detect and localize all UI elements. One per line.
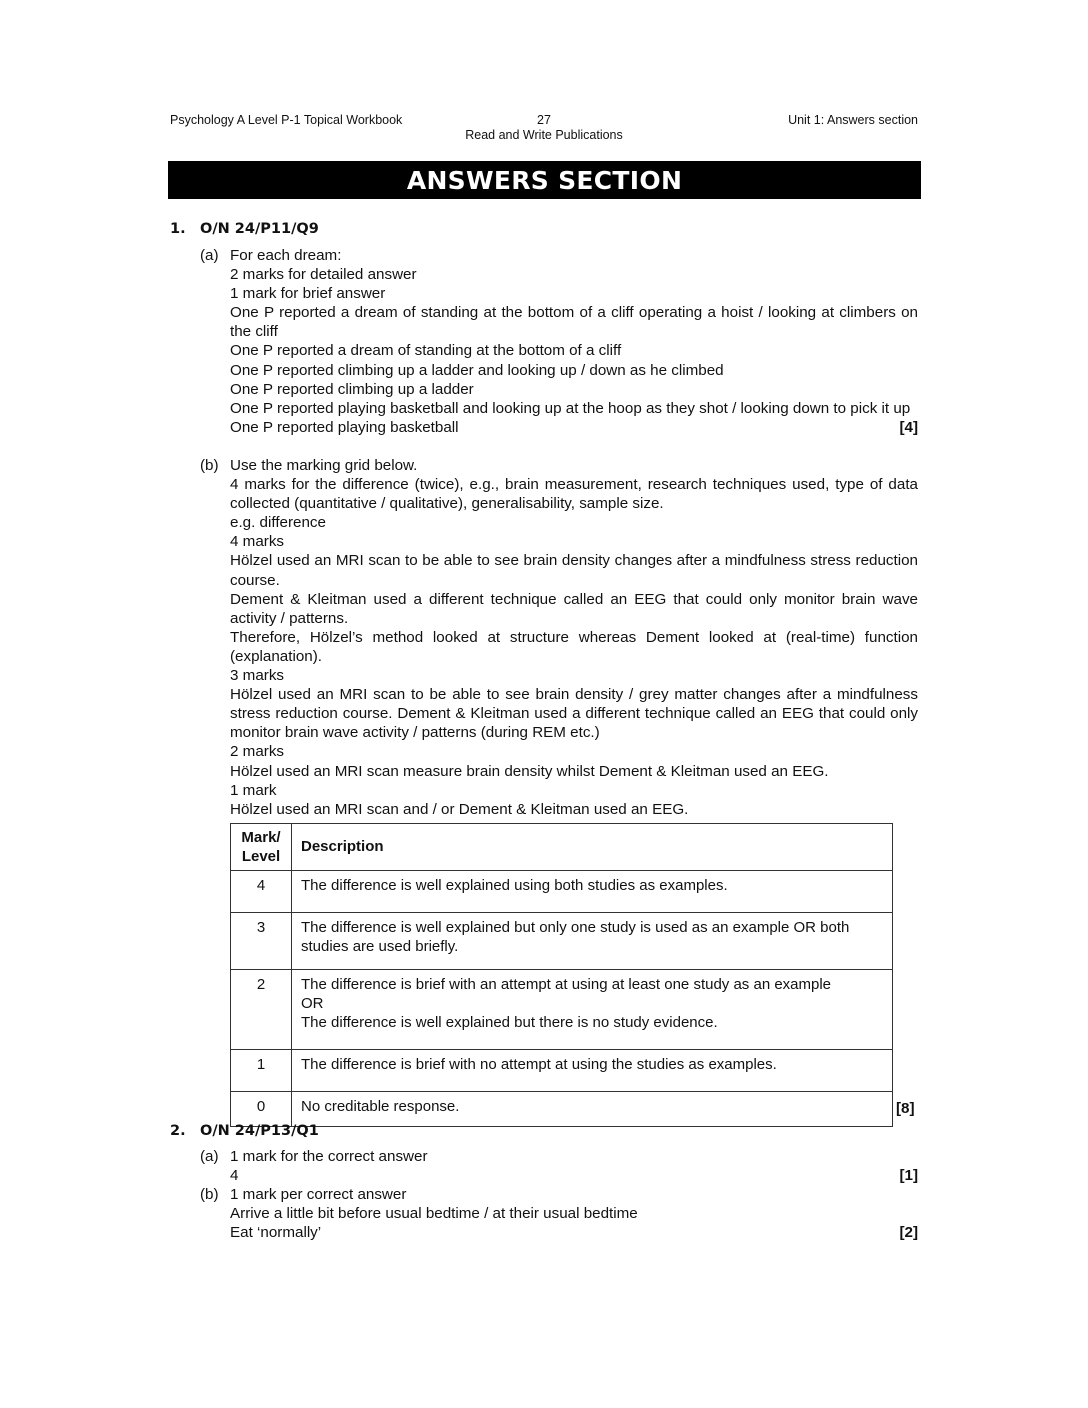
answer-line: Hölzel used an MRI scan and / or Dement & Kleitman used an EEG. (230, 800, 689, 818)
answer-line: Therefore, Hölzel’s method looked at structure whereas Dement looked at (real-time) function (explanation). (230, 628, 918, 665)
marking-grid (230, 823, 893, 1127)
answer-line: 4 marks (230, 533, 285, 551)
question-number: 2. (170, 1123, 186, 1139)
grid-row (231, 1050, 893, 1092)
part-label: (a) (200, 1148, 219, 1165)
grid-level: 1 (231, 1050, 292, 1092)
page-number: 27 (537, 113, 551, 127)
answer-line: 2 marks (230, 743, 285, 761)
answer-line: One P reported a dream of standing at the bottom of a cliff operating a hoist / looking at climbers on the cliff (230, 304, 918, 341)
grid-level: 4 (231, 871, 292, 913)
answer-line: One P reported playing basketball (230, 418, 459, 436)
grid-row (231, 1092, 893, 1127)
marks-badge: [4] (899, 418, 918, 436)
answer-line: 3 marks (230, 667, 285, 685)
grid-row (231, 871, 893, 913)
grid-description: The difference is well explained using both studies as examples. (301, 877, 728, 894)
grid-header-row (231, 824, 893, 871)
question-1-heading (170, 220, 319, 238)
answer-line: One P reported a dream of standing at the bottom of a cliff (230, 342, 622, 360)
grid-header-description: Description (292, 824, 893, 871)
grid-level: 3 (231, 913, 292, 970)
grid-row (231, 913, 893, 970)
answer-line: 4 marks for the difference (twice), e.g., brain measurement, research techniques used, type of data collected (quantitative / qualitative), generalisability, sample size. (230, 476, 918, 513)
section-title: ANSWERS SECTION (168, 161, 921, 199)
answer-line: 1 mark (230, 781, 277, 799)
answer-line: Eat ‘normally’ (230, 1224, 322, 1242)
header-unit: Unit 1: Answers section (788, 113, 918, 127)
marks-badge: [2] (899, 1224, 918, 1242)
answer-line: Hölzel used an MRI scan to be able to see brain density / grey matter changes after a mindfulness stress reduction course. Dement & Kleitman used a different technique called an EEG that could only monitor brain wave activity / patterns (during REM etc.) (230, 686, 918, 742)
answer-line: 1 mark per correct answer (230, 1186, 407, 1203)
question-2-heading (170, 1122, 319, 1140)
answer-line: 1 mark for brief answer (230, 285, 386, 303)
question-code: O/N 24/P13/Q1 (200, 1123, 319, 1139)
answer-line: 4 (230, 1167, 239, 1185)
answer-line: For each dream: (230, 247, 342, 264)
answer-line: 2 marks for detailed answer (230, 266, 417, 284)
grid-level: 0 (231, 1092, 292, 1127)
question-2-part-a (200, 1147, 918, 1185)
answer-line: 1 mark for the correct answer (230, 1148, 428, 1165)
question-number: 1. (170, 221, 186, 237)
grid-row (231, 970, 893, 1050)
grid-description: No creditable response. (301, 1098, 460, 1115)
answer-line: Hölzel used an MRI scan to be able to see brain density changes after a mindfulness stress reduction course. (230, 552, 918, 589)
grid-description: The difference is brief with no attempt at using the studies as examples. (301, 1056, 777, 1073)
header-publisher: Read and Write Publications (465, 128, 623, 142)
question-1-part-a (200, 246, 918, 437)
answer-line: One P reported climbing up a ladder (230, 380, 474, 398)
grid-description: The difference is brief with an attempt at using at least one study as an example (301, 976, 832, 993)
question-code: O/N 24/P11/Q9 (200, 221, 319, 237)
answer-line: e.g. difference (230, 514, 326, 532)
answer-line: Arrive a little bit before usual bedtime / at their usual bedtime (230, 1205, 638, 1223)
answer-line: Use the marking grid below. (230, 457, 418, 474)
answer-line: Hölzel used an MRI scan measure brain density whilst Dement & Kleitman used an EEG. (230, 762, 829, 780)
marks-badge: [1] (899, 1167, 918, 1185)
part-label: (b) (200, 457, 219, 474)
header-book-title: Psychology A Level P-1 Topical Workbook (170, 113, 403, 127)
part-label: (a) (200, 247, 219, 264)
question-1-part-b (200, 456, 918, 819)
page-header (170, 113, 918, 149)
marks-badge: [8] (896, 1100, 915, 1117)
grid-level: 2 (231, 970, 292, 1050)
answer-line: One P reported playing basketball and looking up at the hoop as they shot / looking down to pick it up (230, 399, 911, 417)
grid-description: OR (301, 995, 324, 1012)
answer-line: One P reported climbing up a ladder and looking up / down as he climbed (230, 361, 724, 379)
part-label: (b) (200, 1186, 219, 1203)
question-2-part-b (200, 1185, 918, 1242)
grid-header-level: Mark/ Level (231, 824, 292, 871)
grid-description: The difference is well explained but there is no study evidence. (301, 1014, 718, 1031)
grid-description: The difference is well explained but only one study is used as an example OR both studies are used briefly. (301, 919, 850, 955)
answer-line: Dement & Kleitman used a different technique called an EEG that could only monitor brain wave activity / patterns. (230, 590, 918, 627)
